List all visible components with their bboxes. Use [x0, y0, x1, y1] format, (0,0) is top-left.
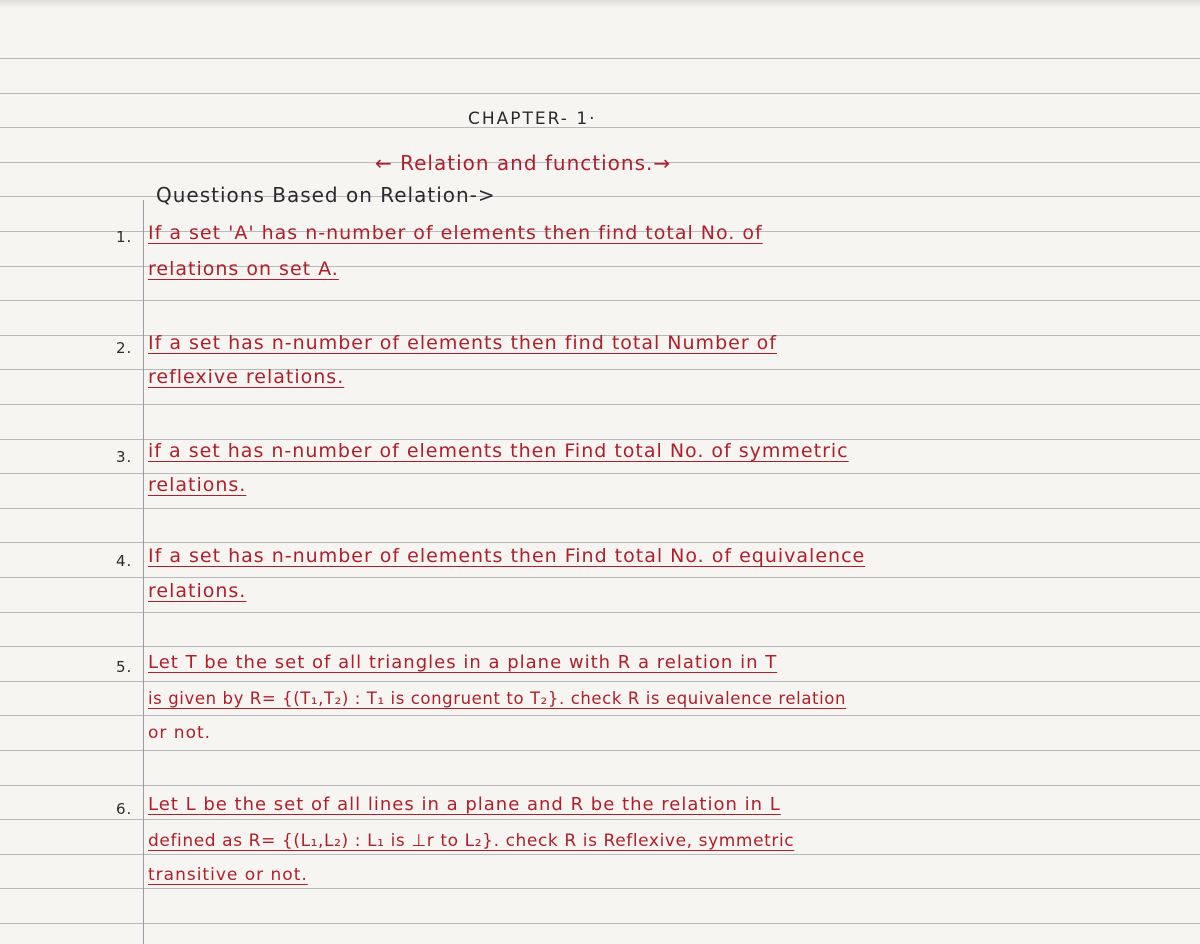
ruled-line — [0, 646, 1200, 647]
ruled-line — [0, 127, 1200, 128]
margin-line — [143, 200, 144, 944]
ruled-line — [0, 58, 1200, 59]
ruled-line — [0, 93, 1200, 94]
question-line: if a set has n-number of elements then Find total No. of symmetric — [148, 440, 849, 462]
question-number: 3. — [116, 448, 133, 466]
question-line: If a set has n-number of elements then find total Number of — [148, 332, 777, 354]
chapter-title: CHAPTER- 1· — [468, 109, 597, 129]
ruled-line — [0, 612, 1200, 613]
page-edge-shadow — [0, 0, 1200, 8]
question-line: Let L be the set of all lines in a plane and R be the relation in L — [148, 794, 781, 815]
page-subtitle: ← Relation and functions.→ — [375, 151, 672, 175]
question-number: 4. — [116, 552, 133, 570]
ruled-line — [0, 750, 1200, 751]
ruled-line — [0, 923, 1200, 924]
question-line: transitive or not. — [148, 865, 308, 885]
question-number: 1. — [116, 228, 133, 246]
question-number: 5. — [116, 658, 133, 676]
ruled-line — [0, 681, 1200, 682]
question-line: relations on set A. — [148, 258, 339, 280]
question-number: 2. — [116, 339, 133, 357]
section-heading: Questions Based on Relation-> — [156, 183, 496, 207]
ruled-line — [0, 508, 1200, 509]
question-line: or not. — [148, 723, 212, 743]
question-line: reflexive relations. — [148, 366, 345, 388]
ruled-line — [0, 888, 1200, 889]
question-line: defined as R= {(L₁,L₂) : L₁ is ⊥r to L₂}. check R is Reflexive, symmetric — [148, 831, 795, 851]
question-line: relations. — [148, 474, 247, 496]
ruled-line — [0, 404, 1200, 405]
ruled-line — [0, 819, 1200, 820]
question-line: If a set has n-number of elements then Find total No. of equivalence — [148, 545, 866, 567]
question-line: If a set 'A' has n-number of elements then find total No. of — [148, 222, 763, 244]
question-line: Let T be the set of all triangles in a plane with R a relation in T — [148, 652, 778, 673]
ruled-line — [0, 300, 1200, 301]
ruled-line — [0, 854, 1200, 855]
question-line: is given by R= {(T₁,T₂) : T₁ is congruent to T₂}. check R is equivalence relation — [148, 689, 847, 708]
ruled-line — [0, 715, 1200, 716]
question-line: relations. — [148, 580, 247, 602]
ruled-line — [0, 785, 1200, 786]
question-number: 6. — [116, 800, 133, 818]
